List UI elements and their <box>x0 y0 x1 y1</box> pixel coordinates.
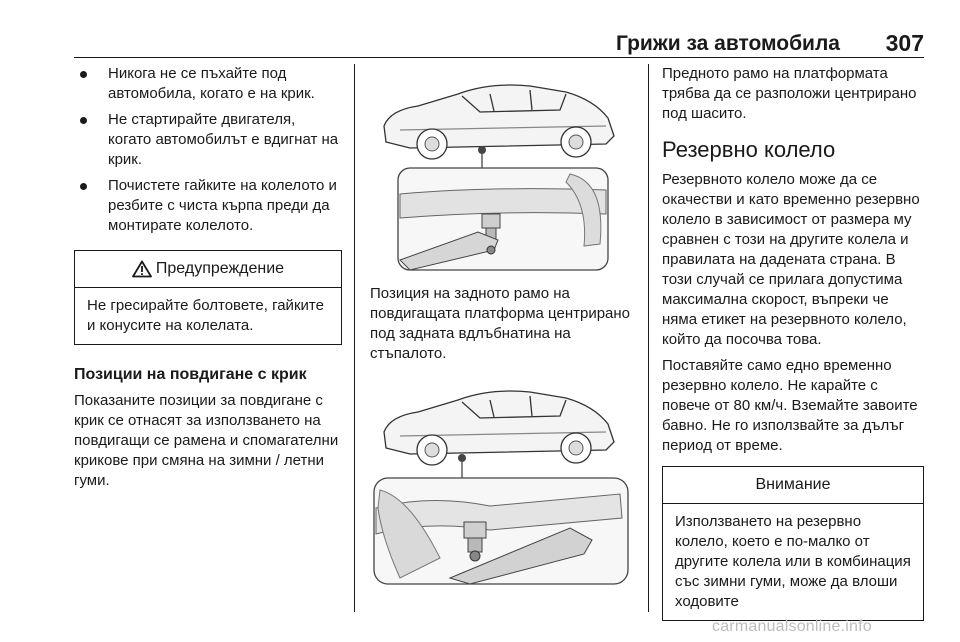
rear-lift-point-illustration <box>370 64 632 274</box>
jack-positions-text: Показаните позиции за повдигане с крик се отнасят за използването на повдигащи се рамена и спомагателни крикове при смяна на зимни / летни гуми. <box>74 392 339 489</box>
spare-wheel-paragraph-2: Поставяйте само едно временно резервно колело. Не карайте с повече от 80 км/ч. Вземайте завоите бавно. Не го използвайте за дълъг период от време. <box>662 357 918 454</box>
warning-box-header <box>75 251 341 288</box>
warning-box-title: Предупреждение <box>155 260 285 277</box>
header-title: Грижи за автомобила <box>615 32 840 55</box>
jack-positions-heading: Позиции на повдигане с крик <box>74 366 307 383</box>
caution-box-header: Внимание <box>663 467 923 504</box>
warning-box-text: Не гресирайте болтовете, гайките и конусите на колелата. <box>87 297 324 334</box>
column-divider-left <box>354 64 355 612</box>
page-number: 307 <box>885 30 924 56</box>
list-item: Никога не се пъхайте под автомобила, когато е на крик. <box>74 64 342 104</box>
column-divider-right <box>648 64 649 612</box>
rear-lift-caption: Позиция на задното рамо на повдигащата платформа центрирано под задната вдлъбнатина на стъпалото. <box>370 285 631 362</box>
caution-box-text: Използването на резервно колело, което е по-малко от другите колела или в комбинация със зимни гуми, може да влоши ходовите <box>675 513 911 610</box>
right-column <box>662 64 924 621</box>
warning-triangle-icon <box>132 260 152 278</box>
bullet-icon <box>80 71 87 78</box>
watermark: carmanualsonline.info <box>712 618 872 635</box>
spare-wheel-paragraph-1: Резервното колело може да се окачестви и като временно резервно колело в зависимост от размера му сравнен с този на другите колела и правилата на дадената страна. В този случай се прилага допустима максимална скорост, въпреки че няма етикет на резервното колело, който да посочва това. <box>662 171 920 348</box>
middle-column <box>370 64 632 586</box>
warning-box <box>74 250 342 345</box>
header-rule <box>74 57 924 58</box>
car-front-lift-drawing <box>370 378 632 586</box>
spare-wheel-heading: Резервно колело <box>662 137 836 162</box>
caution-box <box>662 466 924 621</box>
left-column <box>74 64 342 497</box>
front-lift-point-illustration <box>370 378 632 586</box>
list-item: Почистете гайките на колелото и резбите с чиста кърпа преди да монтирате колелото. <box>74 176 342 236</box>
bullet-icon <box>80 117 87 124</box>
bullet-icon <box>80 183 87 190</box>
list-item: Не стартирайте двигателя, когато автомобилът е вдигнат на крик. <box>74 110 342 170</box>
car-rear-lift-drawing <box>370 64 632 274</box>
safety-bullet-list <box>74 64 342 236</box>
front-arm-text: Предното рамо на платформата трябва да се разположи центрирано под шасито. <box>662 65 917 122</box>
